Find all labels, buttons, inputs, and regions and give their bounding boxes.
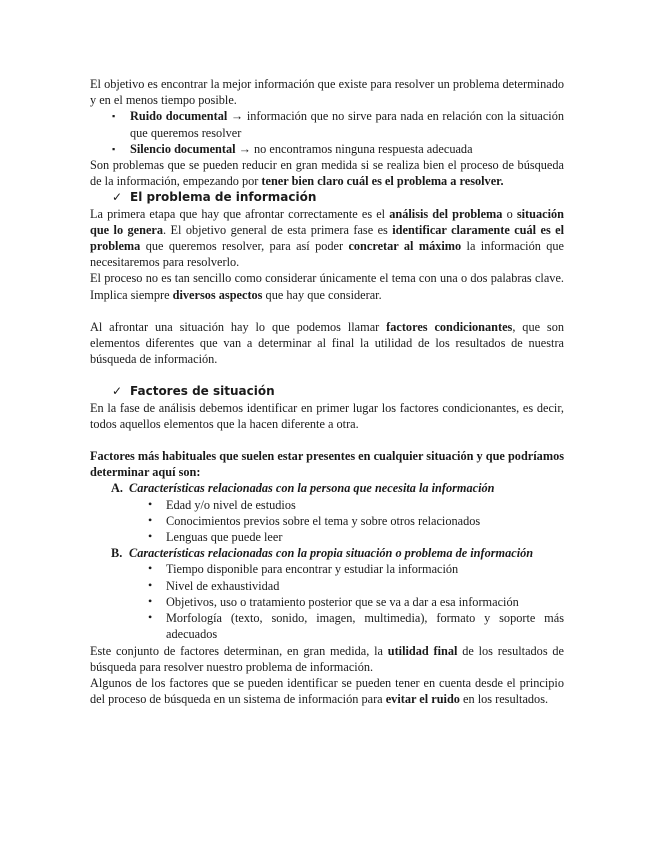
list-item: • Morfología (texto, sonido, imagen, multimedia), formato y soporte más adecuados — [148, 610, 564, 642]
list-item: • Tiempo disponible para encontrar y estudiar la información — [148, 561, 459, 577]
check-icon: ✓ — [112, 190, 123, 205]
dot-bullet-icon: • — [148, 577, 153, 592]
section-heading-factores: ✓ Factores de situación — [112, 384, 275, 399]
list-item: • Edad y/o nivel de estudios — [148, 496, 296, 512]
section2-paragraph-3: Algunos de los factores que se pueden identificar se pueden tener en cuenta desde el principio del proceso de búsqueda en un sistema de información para evitar el ruido en los resultados. — [90, 675, 564, 707]
square-bullet-icon: ▪ — [112, 111, 116, 122]
section1-paragraph-3: Al afrontar una situación hay lo que podemos llamar factores condicionantes, que son elementos diferentes que van a determinar al final la utilidad de los resultados de nuestra búsqueda de información. — [90, 319, 565, 367]
dot-bullet-icon: • — [148, 610, 153, 625]
dot-bullet-icon: • — [148, 496, 153, 511]
dot-bullet-icon: • — [148, 529, 153, 544]
factores-lead: Factores más habituales que suelen estar presentes en cualquier situación y que podríamos determinar aquí son: — [90, 449, 564, 480]
section-heading-problema: ✓ El problema de información — [112, 190, 317, 205]
square-bullet-icon: ▪ — [112, 143, 116, 154]
bullet-ruido: ▪ Ruido documental → información que no sirve para nada en relación con la situación que queremos resolver — [112, 109, 564, 140]
dot-bullet-icon: • — [148, 593, 153, 608]
list-item: • Objetivos, uso o tratamiento posterior que se va a dar a esa información — [148, 593, 519, 609]
group-b-title: B. Características relacionadas con la propia situación o problema de información — [111, 546, 534, 561]
dot-bullet-icon: • — [148, 561, 153, 576]
section2-paragraph-2: Este conjunto de factores determinan, en gran medida, la utilidad final de los resultados de búsqueda para resolver nuestro problema de información. — [90, 643, 564, 674]
document-body — [90, 76, 564, 707]
intro-paragraph-2: Son problemas que se pueden reducir en gran medida si se realiza bien el proceso de búsqueda de la información, empezando por tener bien claro cuál es el problema a resolver. — [90, 158, 564, 189]
list-item: • Conocimientos previos sobre el tema y sobre otros relacionados — [148, 512, 481, 528]
bullet-silencio: ▪ Silencio documental → no encontramos ninguna respuesta adecuada — [112, 141, 473, 156]
section1-paragraph-1: La primera etapa que hay que afrontar correctamente es el análisis del problema o situación que lo genera. El objetivo general de esta primera fase es identificar claramente cuál es el problema que queremos resolver, para así poder concretar al máximo la información que necesitaremos para resolverlo. — [90, 206, 565, 270]
group-a-title: A. Características relacionadas con la persona que necesita la información — [111, 481, 495, 496]
section2-paragraph-1: En la fase de análisis debemos identificar en primer lugar los factores condicionantes, es decir, todos aquellos elementos que la hacen diferente a otra. — [90, 400, 564, 431]
dot-bullet-icon: • — [148, 512, 153, 527]
list-item: • Lenguas que puede leer — [148, 529, 283, 545]
intro-paragraph: El objetivo es encontrar la mejor información que existe para resolver un problema determinado y en el menos tiempo posible. — [90, 77, 564, 108]
check-icon: ✓ — [112, 384, 123, 399]
section1-paragraph-2: El proceso no es tan sencillo como considerar únicamente el tema con una o dos palabras clave. Implica siempre diversos aspectos que hay que considerar. — [90, 271, 564, 302]
list-item: • Nivel de exhaustividad — [148, 577, 280, 593]
